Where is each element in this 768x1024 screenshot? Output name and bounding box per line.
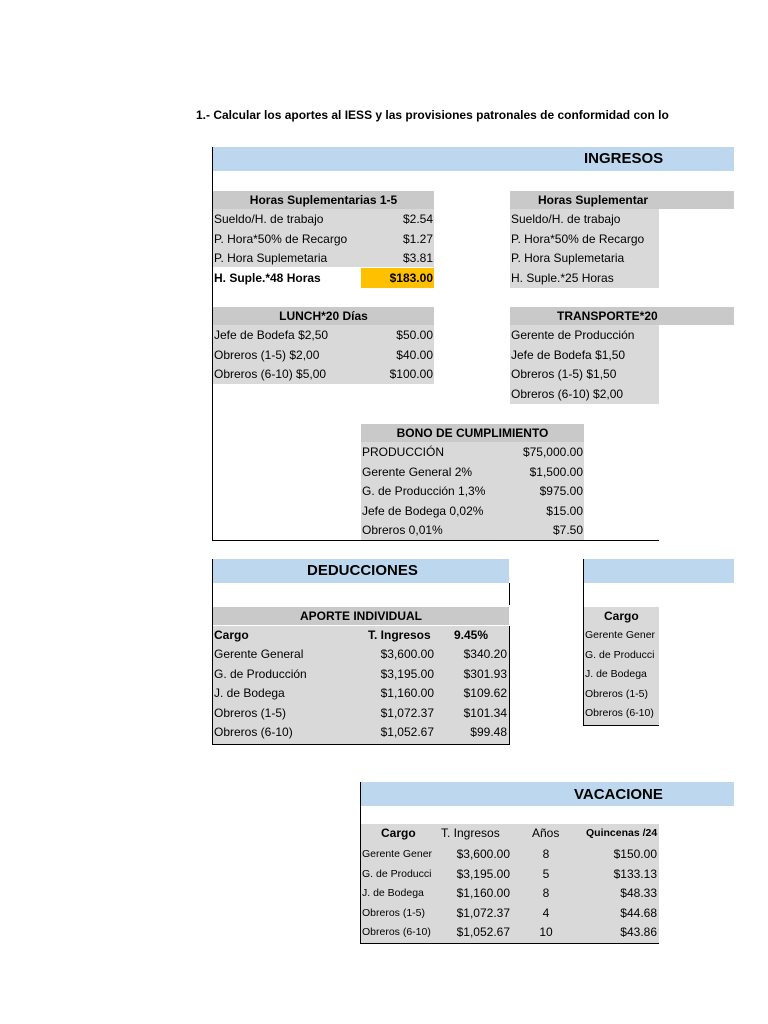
row-value: $7.50 <box>552 523 583 537</box>
page-title: 1.- Calcular los aportes al IESS y las provisiones patronales de conformidad con lo <box>196 108 669 122</box>
cargo-cell: Cargo <box>214 628 249 642</box>
table-row <box>213 684 509 703</box>
table-row <box>584 626 659 645</box>
table-row <box>213 704 509 723</box>
quincenas-cell: $150.00 <box>613 847 657 861</box>
table-row <box>213 365 434 384</box>
ingresos-cell: $1,052.67 <box>456 925 510 939</box>
row-label: Jefe de Bodefa $2,50 <box>214 328 329 342</box>
ingresos-cell: $1,160.00 <box>456 886 510 900</box>
table-row <box>510 230 659 249</box>
table-row <box>510 249 659 268</box>
row-value: $75,000.00 <box>522 445 583 459</box>
anios-cell: 8 <box>542 886 550 900</box>
quincenas-cell: $44.68 <box>620 905 657 920</box>
table-header-row <box>213 626 509 645</box>
row-label: Obreros 0,01% <box>362 523 443 537</box>
table-row <box>361 463 584 482</box>
aporte-cell: $99.48 <box>470 725 507 739</box>
table-row <box>361 482 584 501</box>
anios-cell: 5 <box>542 866 550 881</box>
deducciones-heading: DEDUCCIONES <box>307 562 418 579</box>
right-band <box>584 559 734 583</box>
row-value: $15.00 <box>546 503 583 518</box>
row-label: P. Hora*50% de Recargo <box>214 231 348 246</box>
vac-col-quincenas: Quincenas /24 <box>586 827 658 839</box>
table-row <box>584 665 659 684</box>
ingresos-cell: $1,072.37 <box>380 705 434 720</box>
anios-cell: 4 <box>542 905 550 920</box>
cargo-cell: Obreros (1-5) <box>214 705 287 720</box>
quincenas-cell: $48.33 <box>620 886 657 900</box>
aporte-cell: 9.45% <box>454 628 489 642</box>
cargo-cell: Obreros (1-5) <box>585 687 649 700</box>
table-row <box>584 685 659 704</box>
table-row <box>361 521 584 540</box>
cargo-cell: Obreros (1-5) <box>362 906 426 919</box>
row-label: Jefe de Bodega 0,02% <box>362 503 484 518</box>
row-label: H. Suple.*25 Horas <box>511 270 614 285</box>
table-row <box>213 665 509 684</box>
row-value: $1,500.00 <box>529 464 583 479</box>
ingresos-cell: $1,160.00 <box>380 686 434 700</box>
row-label: H. Suple.*48 Horas <box>214 270 321 285</box>
cargo-cell: G. de Producci <box>362 867 432 880</box>
ingresos-cell: $1,072.37 <box>456 905 510 920</box>
table-row <box>361 845 659 864</box>
table-row <box>361 923 659 942</box>
aporte-cell: $301.93 <box>463 666 507 681</box>
cargo-cell: J. de Bodega <box>214 686 285 700</box>
cargo-cell: Obreros (6-10) <box>585 707 654 719</box>
table-row <box>510 326 659 345</box>
table-row <box>361 884 659 903</box>
aporte-header: APORTE INDIVIDUAL <box>213 607 509 625</box>
row-value: $40.00 <box>396 347 433 362</box>
aporte-cell: $340.20 <box>463 647 507 661</box>
table-row <box>213 230 434 249</box>
row-label: P. Hora Suplemetaria <box>214 251 328 265</box>
vacaciones-band <box>361 782 734 806</box>
horas2-header: Horas Suplementar <box>510 191 734 209</box>
table-row <box>510 269 659 288</box>
transporte-header: TRANSPORTE*20 <box>510 307 734 325</box>
row-value: $50.00 <box>396 328 433 342</box>
table-row <box>510 346 659 365</box>
anios-cell: 8 <box>542 847 550 861</box>
right-cargo-header: Cargo <box>604 609 639 623</box>
row-label: P. Hora*50% de Recargo <box>511 231 645 246</box>
row-value: $100.00 <box>389 367 433 381</box>
row-label: Obreros (1-5) $1,50 <box>511 367 617 381</box>
ingresos-cell: $3,600.00 <box>456 847 510 861</box>
table-row <box>361 865 659 884</box>
row-label: P. Hora Suplemetaria <box>511 251 625 265</box>
row-label: Gerente de Producción <box>511 328 635 342</box>
ingresos-cell: $3,600.00 <box>380 647 434 661</box>
row-value: $2.54 <box>402 212 433 226</box>
cargo-cell: J. de Bodega <box>585 668 647 680</box>
table-row <box>213 346 434 365</box>
ingresos-cell: $3,195.00 <box>380 666 434 681</box>
row-label: Sueldo/H. de trabajo <box>511 212 621 226</box>
anios-cell: 10 <box>539 925 553 939</box>
row-label: Obreros (6-10) $2,00 <box>511 386 624 401</box>
row-label: Obreros (6-10) $5,00 <box>214 367 327 381</box>
table-row <box>213 326 434 345</box>
table-row <box>213 210 434 229</box>
row-label: Obreros (1-5) $2,00 <box>214 347 320 362</box>
cargo-cell: J. de Bodega <box>362 887 424 899</box>
table-row <box>213 645 509 664</box>
vac-col-ingresos: T. Ingresos <box>441 826 500 840</box>
table-row <box>584 646 659 665</box>
table-row <box>584 704 659 723</box>
row-value: $1.27 <box>402 231 433 246</box>
row-label: Jefe de Bodefa $1,50 <box>511 347 626 362</box>
table-row <box>510 365 659 384</box>
row-value: $183.00 <box>389 270 433 285</box>
table-row <box>361 443 584 462</box>
table-row <box>213 723 509 742</box>
table-row <box>510 210 659 229</box>
aporte-cell: $101.34 <box>463 705 507 720</box>
vacaciones-heading: VACACIONE <box>574 786 663 803</box>
cargo-cell: Obreros (6-10) <box>362 926 431 938</box>
lunch-header: LUNCH*20 Días <box>213 307 434 325</box>
row-label: G. de Producción 1,3% <box>362 484 486 498</box>
cargo-cell: Gerente Gener <box>585 629 656 641</box>
quincenas-cell: $43.86 <box>620 925 657 939</box>
bono-header: BONO DE CUMPLIMIENTO <box>361 424 584 442</box>
quincenas-cell: $133.13 <box>613 866 657 881</box>
cargo-cell: G. de Producción <box>214 666 307 681</box>
ingresos-cell: $3,195.00 <box>456 866 510 881</box>
cargo-cell: Gerente General <box>214 647 304 661</box>
row-value: $3.81 <box>402 251 433 265</box>
horas1-header: Horas Suplementarias 1-5 <box>213 191 434 209</box>
vac-col-cargo: Cargo <box>381 826 416 840</box>
table-row <box>361 502 584 521</box>
table-row <box>510 385 659 404</box>
ingresos-heading: INGRESOS <box>584 150 664 167</box>
table-row <box>213 269 434 288</box>
ingresos-cell: $1,052.67 <box>380 725 434 739</box>
ingresos-cell: T. Ingresos <box>368 628 431 642</box>
row-label: PRODUCCIÓN <box>362 445 445 459</box>
vac-col-anios: Años <box>532 826 560 840</box>
table-row <box>361 904 659 923</box>
aporte-cell: $109.62 <box>463 686 507 700</box>
row-label: Sueldo/H. de trabajo <box>214 212 324 226</box>
table-row <box>213 249 434 268</box>
row-label: Gerente General 2% <box>362 464 473 479</box>
row-value: $975.00 <box>539 484 583 498</box>
cargo-cell: Gerente Gener <box>362 848 433 860</box>
cargo-cell: G. de Producci <box>585 648 655 661</box>
cargo-cell: Obreros (6-10) <box>214 725 293 739</box>
